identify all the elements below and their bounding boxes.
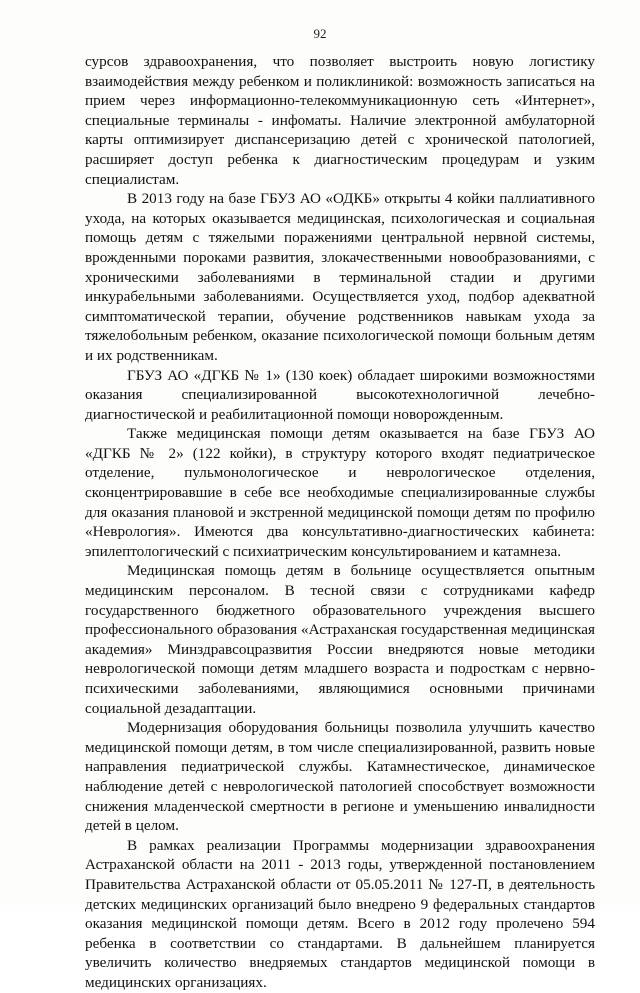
paragraph-medical-staff: Медицинская помощь детям в больнице осуществляется опытным медицинским персоналом. В тесной связи с сотрудниками кафедр государственного бюджетного образовательного учреждения высшего профессионального образования «Астраханская государственная медицинская академия» Минздравсоцразвития России внедряются новые методики неврологической помощи детям младшего возраста и подросткам с нервно-психическими заболеваниями, являющимися основными причинами социальной дезадаптации.	[85, 562, 595, 717]
paragraph-continuation: сурсов здравоохранения, что позволяет выстроить новую логистику взаимодействия между ребенком и поликлиникой: возможность записаться на прием через информационно-телекоммуникационную сеть «Интернет», специальные терминалы - инфоматы. Наличие электронной амбулаторной карты оптимизирует диспансеризацию детей с хронической патологией, расширяет доступ ребенка к диагностическим процедурам и узким специалистам.	[85, 53, 595, 188]
paragraph-modernization: Модернизация оборудования больницы позволила улучшить качество медицинской помощи детям, в том числе специализированной, развить новые направления педиатрической службы. Катамнестическое, динамическое наблюдение детей с неврологической патологией способствует возможности снижения младенческой смертности в регионе и уменьшению инвалидности детей в целом.	[85, 719, 595, 835]
body-text	[85, 52, 595, 993]
page-number: 92	[313, 26, 327, 41]
paragraph-dgkb-1: ГБУЗ АО «ДГКБ № 1» (130 коек) обладает широкими возможностями оказания специализированной высокотехнологичной лечебно-диагностической и реабилитационной помощи новорожденным.	[85, 366, 595, 423]
paragraph-dgkb-2: Также медицинская помощи детям оказывается на базе ГБУЗ АО «ДГКБ № 2» (122 койки), в структуру которого входят педиатрическое отделение, пульмонологическое и неврологическое отделения, сконцентрировавшие в себе все необходимые специализированные службы для оказания плановой и экстренной медицинской помощи детям по профилю «Неврология». Имеются два консультативно-диагностических кабинета: эпилептологический с психиатрическим консультированием и катамнеза.	[85, 425, 595, 560]
paragraph-program-standards: В рамках реализации Программы модернизации здравоохранения Астраханской области на 2011 - 2013 годы, утвержденной постановлением Правительства Астраханской области от 05.05.2011 № 127-П, в деятельность детских медицинских организаций было внедрено 9 федеральных стандартов оказания медицинской помощи детям. Всего в 2012 году пролечено 594 ребенка в соответствии со стандартами. В дальнейшем планируется увеличить количество внедряемых стандартов медицинской помощи в медицинских организациях.	[85, 836, 595, 991]
paragraph-palliative-care: В 2013 году на базе ГБУЗ АО «ОДКБ» открыты 4 койки паллиативного ухода, на которых оказывается медицинская, психологическая и социальная помощь детям с тяжелыми поражениями центральной нервной системы, врожденными пороками развития, злокачественными новообразованиями, с хроническими заболеваниями в терминальной стадии и другими инкурабельными заболеваниями. Осуществляется уход, подбор адекватной симптоматической терапии, обучение родственников навыкам ухода за тяжелобольным ребенком, оказание психологической помощи больным детям и их родственникам.	[85, 190, 595, 364]
